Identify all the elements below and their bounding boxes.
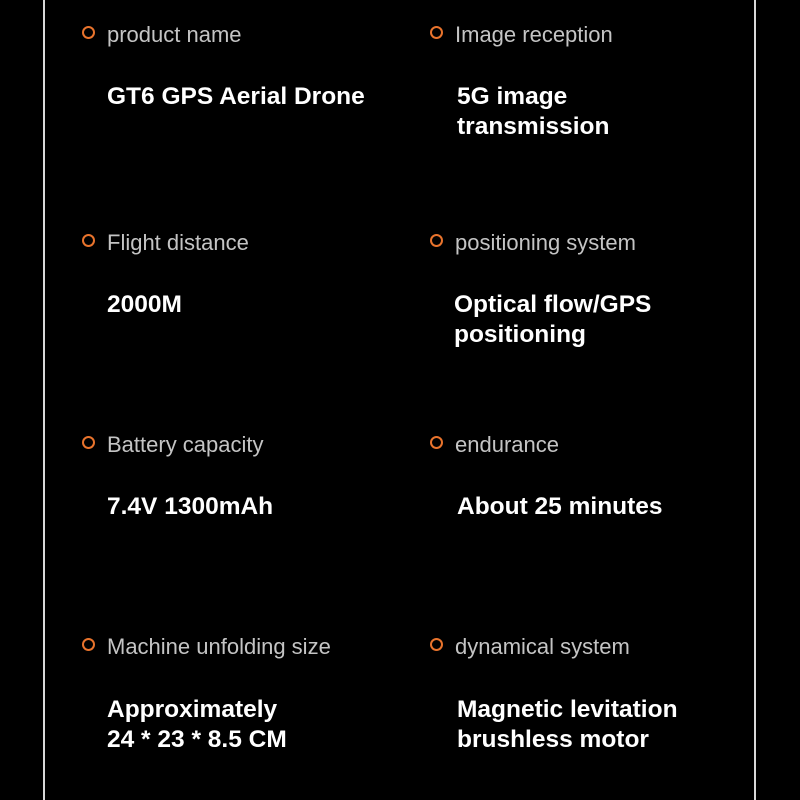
spec-label-text: Battery capacity (107, 432, 264, 457)
bullet-ring-icon (430, 26, 443, 39)
bullet-ring-icon (430, 234, 443, 247)
spec-label (82, 634, 331, 660)
bullet-ring-icon (82, 26, 95, 39)
spec-label-text: Flight distance (107, 230, 249, 255)
bullet-ring-icon (430, 638, 443, 651)
spec-label-text: Machine unfolding size (107, 634, 331, 659)
spec-value: About 25 minutes (457, 493, 663, 520)
bullet-ring-icon (430, 436, 443, 449)
right-border-line (754, 0, 756, 800)
spec-value: 2000M (107, 291, 182, 318)
spec-value: Approximately 24 * 23 * 8.5 CM (107, 696, 287, 753)
spec-label (82, 432, 264, 458)
spec-label (430, 432, 559, 458)
spec-label (430, 634, 630, 660)
spec-label-text: Image reception (455, 22, 613, 47)
spec-label-text: product name (107, 22, 242, 47)
spec-value: 7.4V 1300mAh (107, 493, 274, 520)
bullet-ring-icon (82, 436, 95, 449)
left-border-line (43, 0, 45, 800)
bullet-ring-icon (82, 234, 95, 247)
spec-label-text: positioning system (455, 230, 636, 255)
spec-value: GT6 GPS Aerial Drone (107, 83, 365, 110)
spec-value: Optical flow/GPS positioning (454, 291, 652, 348)
spec-value: 5G image transmission (457, 83, 610, 140)
bullet-ring-icon (82, 638, 95, 651)
spec-label-text: endurance (455, 432, 559, 457)
spec-label (82, 230, 249, 256)
spec-label (82, 22, 242, 48)
spec-label (430, 22, 613, 48)
spec-label (430, 230, 636, 256)
spec-value: Magnetic levitation brushless motor (457, 696, 678, 753)
spec-label-text: dynamical system (455, 634, 630, 659)
